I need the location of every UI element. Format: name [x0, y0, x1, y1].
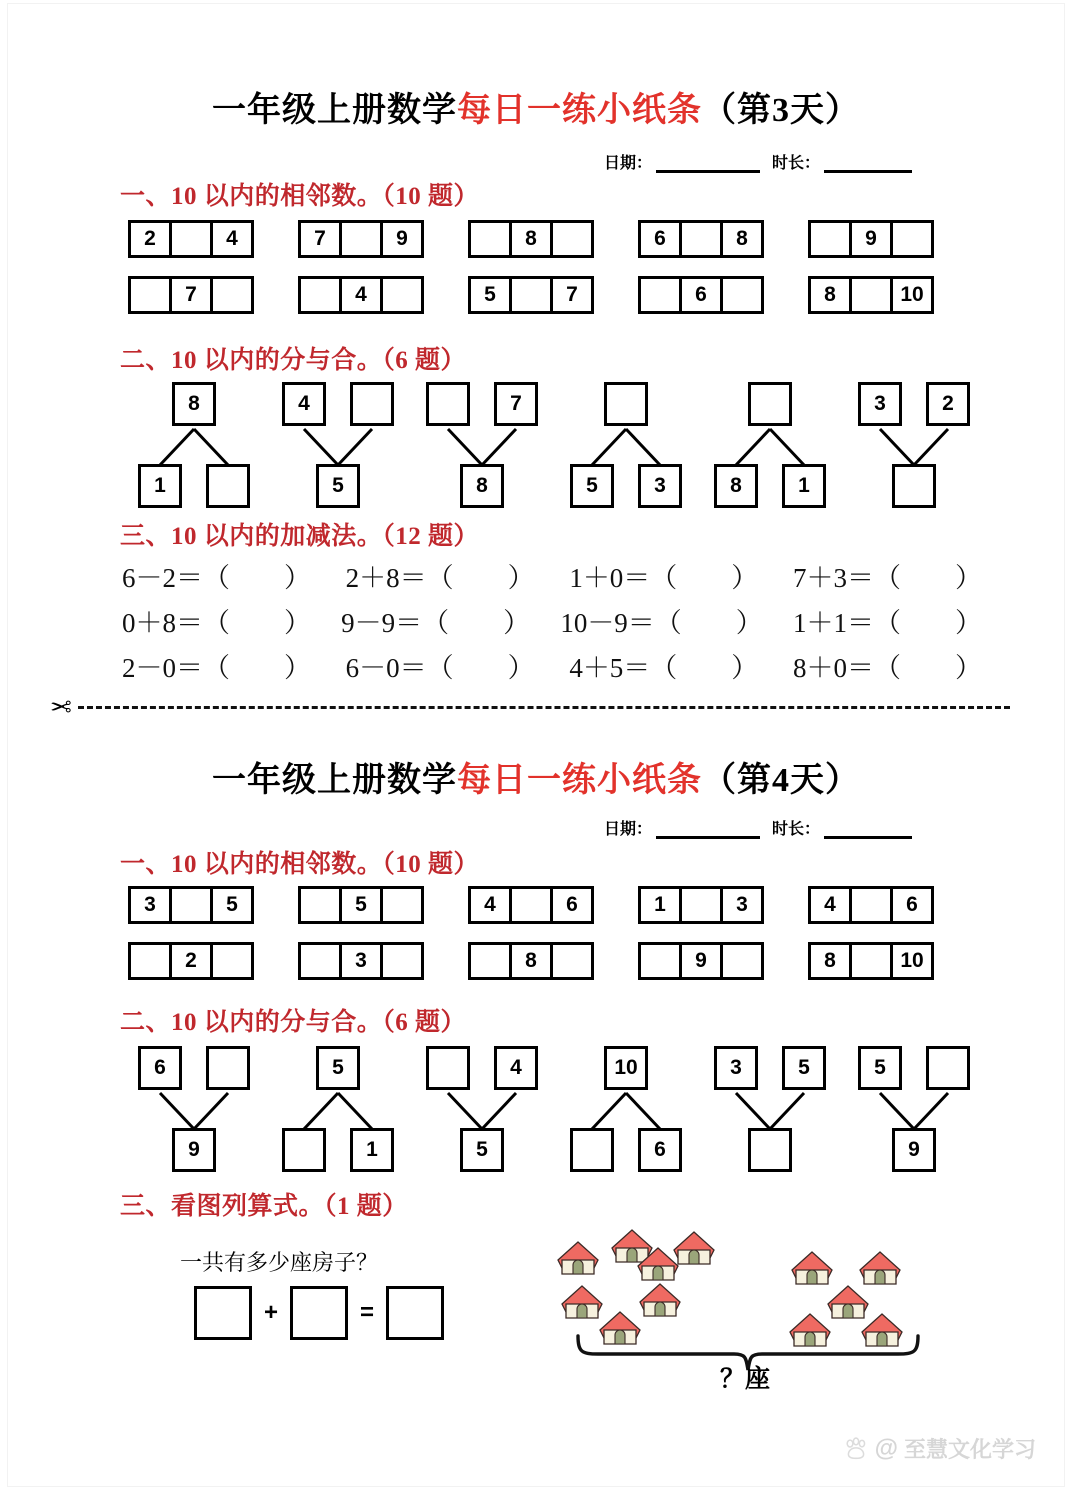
bond-bottom-box[interactable] — [282, 1128, 326, 1172]
number-bond-split — [568, 382, 690, 508]
day3-section2-heading: 二、10 以内的分与合。（6 题） — [120, 347, 467, 374]
day3-section2-row — [136, 382, 978, 508]
day3-meta-line — [8, 150, 1064, 173]
number-strip[interactable] — [638, 220, 764, 258]
number-bond-split — [568, 1046, 690, 1172]
cut-dashed-line — [78, 706, 1010, 709]
number-strip[interactable] — [298, 942, 424, 980]
strip-cell[interactable]: 7 — [298, 220, 342, 258]
number-strip[interactable] — [298, 220, 424, 258]
bond-top-box[interactable] — [350, 382, 394, 426]
strip-cell[interactable]: 4 — [339, 276, 383, 314]
number-strip[interactable] — [808, 942, 934, 980]
strip-cell[interactable]: 7 — [169, 276, 213, 314]
strip-cell[interactable] — [509, 886, 553, 924]
strip-cell[interactable]: 6 — [550, 886, 594, 924]
number-strip[interactable] — [638, 886, 764, 924]
bond-top-box[interactable] — [926, 1046, 970, 1090]
number-bond-combine — [712, 1046, 834, 1172]
bond-top-box[interactable]: 6 — [138, 1046, 182, 1090]
strip-cell[interactable]: 7 — [550, 276, 594, 314]
strip-cell[interactable] — [298, 276, 342, 314]
strip-cell[interactable]: 3 — [128, 886, 172, 924]
strip-cell[interactable] — [679, 220, 723, 258]
bond-bottom-box[interactable] — [570, 1128, 614, 1172]
day3-duration-blank[interactable] — [824, 170, 912, 173]
strip-cell[interactable] — [380, 276, 424, 314]
picture-equation — [194, 1286, 444, 1340]
number-bond-combine — [856, 1046, 978, 1172]
day4-date-blank[interactable] — [656, 836, 760, 839]
number-bond-combine — [280, 382, 402, 508]
day3-date-blank[interactable] — [656, 170, 760, 173]
number-strip[interactable] — [638, 276, 764, 314]
strip-cell[interactable]: 6 — [890, 886, 934, 924]
watermark — [843, 1433, 1036, 1464]
strip-cell[interactable]: 8 — [808, 276, 852, 314]
day4-date-field[interactable] — [604, 816, 760, 839]
equation-item[interactable]: 9－9＝（ ） — [341, 608, 531, 638]
day4-duration-label: 时长： — [771, 821, 820, 838]
day3-section1-row1 — [128, 220, 934, 258]
strip-cell[interactable] — [380, 886, 424, 924]
day4-section3-heading: 三、看图列算式。（1 题） — [120, 1193, 408, 1220]
bond-bottom-box[interactable]: 3 — [638, 464, 682, 508]
number-strip[interactable] — [128, 276, 254, 314]
bond-top-box[interactable] — [426, 1046, 470, 1090]
day4-duration-blank[interactable] — [824, 836, 912, 839]
strip-cell[interactable] — [550, 220, 594, 258]
number-strip[interactable] — [128, 942, 254, 980]
day3-equation-row-3 — [122, 646, 982, 685]
day3-date-field[interactable] — [604, 150, 760, 173]
equation-item[interactable]: 2＋8＝（ ） — [345, 563, 535, 593]
strip-cell[interactable] — [509, 276, 553, 314]
strip-cell[interactable]: 4 — [468, 886, 512, 924]
strip-cell[interactable]: 5 — [210, 886, 254, 924]
cut-separator — [50, 694, 1010, 720]
bond-bottom-box[interactable]: 9 — [892, 1128, 936, 1172]
strip-cell[interactable]: 4 — [210, 220, 254, 258]
equation-item[interactable]: 1＋1＝（ ） — [792, 608, 982, 638]
strip-cell[interactable] — [298, 942, 342, 980]
bond-bottom-box[interactable]: 5 — [460, 1128, 504, 1172]
strip-cell[interactable]: 8 — [720, 220, 764, 258]
strip-cell[interactable]: 10 — [890, 276, 934, 314]
number-strip[interactable] — [468, 220, 594, 258]
day4-section1-row1 — [128, 886, 934, 924]
day4-title-suffix: （第4天） — [702, 762, 860, 799]
strip-cell[interactable] — [679, 886, 723, 924]
bond-top-box[interactable]: 3 — [714, 1046, 758, 1090]
bond-top-box[interactable]: 2 — [926, 382, 970, 426]
paw-print-icon — [843, 1436, 869, 1462]
bond-bottom-box[interactable]: 5 — [316, 464, 360, 508]
number-bond-split — [280, 1046, 402, 1172]
bond-top-box[interactable]: 3 — [858, 382, 902, 426]
strip-cell[interactable] — [468, 220, 512, 258]
strip-cell[interactable]: 9 — [679, 942, 723, 980]
equation-item[interactable]: 8＋0＝（ ） — [792, 653, 982, 683]
bond-top-box[interactable] — [206, 1046, 250, 1090]
day4-section1-heading: 一、10 以内的相邻数。（10 题） — [120, 851, 480, 878]
strip-cell[interactable] — [638, 276, 682, 314]
strip-cell[interactable]: 6 — [638, 220, 682, 258]
number-bond-combine — [136, 1046, 258, 1172]
bond-top-box[interactable] — [426, 382, 470, 426]
bond-bottom-box[interactable]: 9 — [172, 1128, 216, 1172]
bond-bottom-box[interactable] — [748, 1128, 792, 1172]
equation-item[interactable]: 1＋0＝（ ） — [569, 563, 759, 593]
strip-cell[interactable] — [169, 886, 213, 924]
bond-bottom-box[interactable] — [206, 464, 250, 508]
bond-top-box[interactable] — [748, 382, 792, 426]
day4-title — [8, 752, 1064, 801]
bond-bottom-box[interactable]: 5 — [570, 464, 614, 508]
strip-cell[interactable] — [550, 942, 594, 980]
bond-top-box[interactable] — [604, 382, 648, 426]
bond-top-box[interactable]: 4 — [494, 1046, 538, 1090]
day3-equation-row-1 — [122, 556, 982, 595]
number-strip[interactable] — [808, 220, 934, 258]
day3-duration-label: 时长： — [771, 155, 820, 172]
day3-title — [8, 82, 1064, 131]
strip-cell[interactable]: 10 — [890, 942, 934, 980]
strip-cell[interactable] — [210, 276, 254, 314]
strip-cell[interactable] — [849, 886, 893, 924]
number-strip[interactable] — [298, 886, 424, 924]
day3-duration-field[interactable] — [772, 150, 912, 173]
strip-cell[interactable]: 2 — [169, 942, 213, 980]
day4-section2-row — [136, 1046, 978, 1172]
strip-cell[interactable]: 2 — [128, 220, 172, 258]
bond-top-box[interactable]: 5 — [858, 1046, 902, 1090]
day4-meta-line — [8, 816, 1064, 839]
day4-duration-field[interactable] — [772, 816, 912, 839]
equation-item[interactable]: 2－0＝（ ） — [122, 653, 311, 683]
number-bond-combine — [856, 382, 978, 508]
day4-section1-row2 — [128, 942, 934, 980]
strip-cell[interactable]: 9 — [380, 220, 424, 258]
scissors-icon: ✂ — [50, 692, 72, 722]
strip-cell[interactable]: 5 — [468, 276, 512, 314]
strip-cell[interactable] — [339, 220, 383, 258]
strip-cell[interactable]: 4 — [808, 886, 852, 924]
number-bond-split — [712, 382, 834, 508]
equation-item[interactable]: 6－0＝（ ） — [345, 653, 535, 683]
house-group-right — [790, 1252, 902, 1346]
plus-operator: + — [264, 1299, 279, 1326]
number-bond-combine — [424, 382, 546, 508]
day3-equation-row-2 — [122, 601, 982, 640]
house-group-left — [558, 1230, 714, 1344]
equation-box-2[interactable] — [290, 1286, 348, 1340]
equation-item[interactable]: 6－2＝（ ） — [122, 563, 311, 593]
strip-cell[interactable]: 1 — [638, 886, 682, 924]
bond-top-box[interactable]: 4 — [282, 382, 326, 426]
day4-title-highlight: 每日一练小纸条 — [457, 762, 702, 799]
day3-section3-heading: 三、10 以内的加减法。（12 题） — [120, 523, 480, 550]
strip-cell[interactable]: 8 — [808, 942, 852, 980]
number-strip[interactable] — [808, 276, 934, 314]
bond-bottom-box[interactable]: 8 — [714, 464, 758, 508]
number-strip[interactable] — [808, 886, 934, 924]
bond-bottom-box[interactable]: 1 — [138, 464, 182, 508]
equation-item[interactable]: 7＋3＝（ ） — [792, 563, 982, 593]
strip-cell[interactable] — [849, 942, 893, 980]
strip-cell[interactable]: 8 — [509, 942, 553, 980]
picture-question-text: 一共有多少座房子？ — [180, 1250, 379, 1275]
day3-section1-heading: 一、10 以内的相邻数。（10 题） — [120, 183, 480, 210]
bond-top-box[interactable]: 7 — [494, 382, 538, 426]
day3-title-highlight: 每日一练小纸条 — [457, 92, 702, 129]
equation-box-1[interactable] — [194, 1286, 252, 1340]
number-strip[interactable] — [468, 276, 594, 314]
bond-top-box[interactable]: 8 — [172, 382, 216, 426]
strip-cell[interactable]: 3 — [339, 942, 383, 980]
strip-cell[interactable] — [638, 942, 682, 980]
bond-bottom-box[interactable] — [892, 464, 936, 508]
strip-cell[interactable] — [128, 942, 172, 980]
strip-cell[interactable] — [720, 276, 764, 314]
day3-section1-row2 — [128, 276, 934, 314]
watermark-at-symbol: @ — [874, 1434, 898, 1462]
day3-date-label: 日期： — [603, 155, 652, 172]
bond-top-box[interactable]: 5 — [316, 1046, 360, 1090]
strip-cell[interactable]: 9 — [849, 220, 893, 258]
strip-cell[interactable]: 6 — [679, 276, 723, 314]
bond-top-box[interactable]: 10 — [604, 1046, 648, 1090]
number-strip[interactable] — [128, 220, 254, 258]
day4-section2-heading: 二、10 以内的分与合。（6 题） — [120, 1009, 467, 1036]
strip-cell[interactable] — [169, 220, 213, 258]
equation-item[interactable]: 0＋8＝（ ） — [122, 608, 311, 638]
day4-title-prefix: 一年级上册数学 — [212, 762, 457, 799]
bond-bottom-box[interactable]: 6 — [638, 1128, 682, 1172]
equals-operator: = — [360, 1299, 375, 1326]
strip-cell[interactable] — [849, 276, 893, 314]
brace-label: ？座 — [720, 1366, 771, 1393]
number-strip[interactable] — [638, 942, 764, 980]
strip-cell[interactable] — [210, 942, 254, 980]
strip-cell[interactable]: 8 — [509, 220, 553, 258]
equation-item[interactable]: 4＋5＝（ ） — [569, 653, 759, 683]
strip-cell[interactable] — [720, 942, 764, 980]
paper-sheet — [8, 4, 1064, 1486]
bond-top-box[interactable]: 5 — [782, 1046, 826, 1090]
day3-title-suffix: （第3天） — [702, 92, 860, 129]
number-bond-combine — [424, 1046, 546, 1172]
number-bond-split — [136, 382, 258, 508]
strip-cell[interactable] — [890, 220, 934, 258]
equation-box-3[interactable] — [386, 1286, 444, 1340]
strip-cell[interactable] — [298, 886, 342, 924]
number-strip[interactable] — [128, 886, 254, 924]
number-strip[interactable] — [468, 886, 594, 924]
number-strip[interactable] — [468, 942, 594, 980]
bond-bottom-box[interactable]: 1 — [350, 1128, 394, 1172]
strip-cell[interactable]: 3 — [720, 886, 764, 924]
number-strip[interactable] — [298, 276, 424, 314]
day4-date-label: 日期： — [603, 821, 652, 838]
strip-cell[interactable] — [380, 942, 424, 980]
watermark-text: 至慧文化学习 — [903, 1437, 1036, 1462]
strip-cell[interactable]: 5 — [339, 886, 383, 924]
equation-item[interactable]: 10－9＝（ ） — [560, 608, 763, 638]
strip-cell[interactable] — [468, 942, 512, 980]
strip-cell[interactable] — [808, 220, 852, 258]
bond-bottom-box[interactable]: 1 — [782, 464, 826, 508]
strip-cell[interactable] — [128, 276, 172, 314]
bond-bottom-box[interactable]: 8 — [460, 464, 504, 508]
day3-title-prefix: 一年级上册数学 — [212, 92, 457, 129]
